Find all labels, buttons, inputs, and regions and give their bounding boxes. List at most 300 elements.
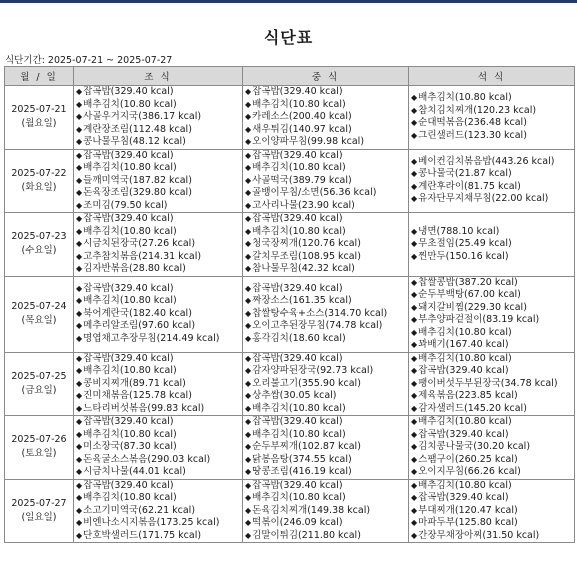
lunch-cell: [243, 416, 409, 480]
menu-item-text: 잡곡밥(329.40 kcal): [252, 479, 343, 491]
menu-item: [411, 251, 574, 264]
date-label: 2025-07-23: [11, 231, 67, 243]
dinner-cell: [409, 276, 575, 352]
menu-item-text: 계란후라이(81.75 kcal): [418, 180, 521, 192]
diamond-bullet-icon: ◆: [76, 124, 83, 134]
menu-item: [245, 403, 408, 416]
menu-item: [411, 238, 574, 251]
weekday-label: (일요일): [21, 511, 57, 523]
menu-item-text: 진미채볶음(125.78 kcal): [83, 390, 192, 401]
diamond-bullet-icon: ◆: [76, 251, 83, 261]
diamond-bullet-icon: ◆: [245, 467, 252, 476]
menu-item: [411, 105, 574, 118]
diamond-bullet-icon: ◆: [245, 283, 252, 293]
diamond-bullet-icon: ◆: [411, 480, 418, 490]
menu-item: [245, 353, 408, 366]
menu-item: [411, 378, 574, 391]
diamond-bullet-icon: ◆: [76, 226, 83, 236]
menu-item-text: 돈육굴소스볶음(290.03 kcal): [83, 453, 211, 465]
menu-item: [411, 492, 574, 505]
menu-item-text: 잡곡밥(329.40 kcal): [83, 213, 174, 224]
menu-item: [245, 320, 408, 333]
diamond-bullet-icon: ◆: [245, 505, 252, 515]
menu-item: [245, 238, 408, 251]
menu-item-text: 오리불고기(355.90 kcal): [252, 377, 361, 389]
menu-item-text: 잡곡밥(329.40 kcal): [83, 416, 174, 427]
diamond-bullet-icon: ◆: [411, 181, 418, 191]
menu-item: [411, 480, 574, 493]
menu-item: [245, 530, 408, 543]
lunch-cell: [243, 276, 409, 352]
diamond-bullet-icon: ◆: [245, 378, 252, 388]
menu-item: [76, 226, 242, 239]
day-cell: [5, 86, 74, 150]
diamond-bullet-icon: ◆: [76, 378, 83, 388]
diamond-bullet-icon: ◆: [76, 353, 83, 363]
table-row: [5, 416, 575, 480]
menu-item-text: 순두부찌개(102.87 kcal): [252, 441, 361, 452]
menu-item-text: 배추김치(10.80 kcal): [418, 92, 512, 104]
diamond-bullet-icon: ◆: [76, 391, 83, 400]
menu-item: [76, 86, 242, 99]
day-cell: [5, 149, 74, 213]
menu-item: [76, 505, 242, 518]
diamond-bullet-icon: ◆: [76, 505, 83, 515]
menu-item: [411, 302, 574, 315]
diamond-bullet-icon: ◆: [411, 442, 418, 451]
menu-item-text: 청국장찌개(120.76 kcal): [252, 238, 361, 249]
day-cell: [5, 276, 74, 352]
menu-item: [411, 353, 574, 366]
menu-item: [76, 263, 242, 276]
menu-item: [76, 213, 242, 226]
diamond-bullet-icon: ◆: [245, 366, 252, 375]
table-row: [5, 213, 575, 277]
breakfast-cell: [74, 479, 243, 543]
menu-item-text: 배추김치(10.80 kcal): [418, 352, 512, 364]
menu-item-text: 잡곡밥(329.40 kcal): [252, 282, 343, 294]
header-date: 월 / 일: [5, 67, 74, 86]
diamond-bullet-icon: ◆: [411, 353, 418, 363]
menu-item-text: 돈육장조림(329.80 kcal): [83, 187, 192, 198]
diamond-bullet-icon: ◆: [245, 264, 252, 273]
diamond-bullet-icon: ◆: [76, 87, 83, 96]
diamond-bullet-icon: ◆: [245, 175, 252, 185]
menu-item: [245, 492, 408, 505]
menu-item: [411, 517, 574, 530]
menu-item-text: 잡곡밥(329.40 kcal): [83, 149, 174, 161]
menu-item-text: 마파두부(125.80 kcal): [418, 517, 518, 528]
menu-item: [76, 429, 242, 442]
menu-item-text: 배추김치(10.80 kcal): [252, 162, 346, 173]
diamond-bullet-icon: ◆: [245, 188, 252, 197]
menu-item-text: 잡곡밥(329.40 kcal): [83, 352, 174, 364]
diamond-bullet-icon: ◆: [411, 130, 418, 140]
diamond-bullet-icon: ◆: [411, 391, 418, 400]
diamond-bullet-icon: ◆: [245, 251, 252, 261]
menu-item: [411, 289, 574, 302]
date-label: 2025-07-24: [11, 301, 67, 312]
day-cell: [5, 479, 74, 543]
diamond-bullet-icon: ◆: [245, 214, 252, 223]
diamond-bullet-icon: ◆: [411, 194, 418, 204]
diamond-bullet-icon: ◆: [76, 480, 83, 490]
menu-item: [76, 200, 242, 213]
menu-item: [76, 238, 242, 251]
weekday-label: (화요일): [21, 181, 57, 193]
diamond-bullet-icon: ◆: [245, 454, 252, 464]
diamond-bullet-icon: ◆: [76, 417, 83, 426]
menu-item: [76, 403, 242, 416]
menu-item-text: 잡곡밥(329.40 kcal): [83, 282, 174, 294]
weekday-label: (토요일): [21, 448, 57, 460]
diamond-bullet-icon: ◆: [76, 99, 83, 109]
menu-item-text: 사골떡국(389.79 kcal): [252, 174, 352, 186]
weekday-label: (월요일): [21, 118, 57, 130]
menu-item: [411, 314, 574, 327]
menu-item: [411, 156, 574, 169]
menu-item: [411, 193, 574, 206]
menu-item-text: 배추김치(10.80 kcal): [252, 98, 346, 110]
breakfast-cell: [74, 276, 243, 352]
diamond-bullet-icon: ◆: [76, 137, 83, 146]
diamond-bullet-icon: ◆: [245, 429, 252, 439]
menu-item: [245, 295, 408, 308]
menu-item-text: 시금치된장국(27.26 kcal): [83, 238, 196, 249]
diamond-bullet-icon: ◆: [411, 226, 418, 236]
menu-item-text: 카레소스(200.40 kcal): [252, 111, 352, 122]
menu-item: [245, 124, 408, 137]
top-accent-bar: [0, 0, 577, 3]
menu-item-text: 미소장국(87.30 kcal): [83, 441, 177, 452]
meal-table: [4, 66, 575, 543]
day-cell: [5, 213, 74, 277]
menu-item-text: 순대떡볶음(236.48 kcal): [418, 117, 527, 129]
menu-item-text: 배추김치(10.80 kcal): [418, 479, 512, 491]
menu-item-text: 땅콩조림(416.19 kcal): [252, 466, 352, 477]
menu-item: [245, 150, 408, 163]
diamond-bullet-icon: ◆: [245, 530, 252, 540]
menu-item-text: 고사리나물(23.90 kcal): [252, 199, 355, 211]
menu-item-text: 들깨미역국(187.82 kcal): [83, 174, 192, 186]
menu-item-text: 베이컨김치볶음밥(443.26 kcal): [418, 155, 555, 167]
diamond-bullet-icon: ◆: [76, 308, 83, 318]
menu-item-text: 잡곡밥(329.40 kcal): [252, 86, 343, 97]
menu-item: [245, 517, 408, 530]
menu-item-text: 돼지갈비찜(229.30 kcal): [418, 301, 527, 313]
breakfast-cell: [74, 86, 243, 150]
diamond-bullet-icon: ◆: [411, 93, 418, 103]
menu-item-text: 제육볶음(223.85 kcal): [418, 390, 518, 401]
menu-item-text: 김자반볶음(28.80 kcal): [83, 263, 186, 274]
meal-period: 식단기간: 2025-07-21 ~ 2025-07-27: [5, 55, 173, 66]
menu-item: [411, 92, 574, 105]
lunch-cell: [243, 479, 409, 543]
menu-item: [245, 175, 408, 188]
menu-item: [245, 111, 408, 124]
menu-item: [245, 416, 408, 429]
diamond-bullet-icon: ◆: [76, 442, 83, 451]
diamond-bullet-icon: ◆: [245, 87, 252, 96]
diamond-bullet-icon: ◆: [76, 467, 83, 476]
menu-item-text: 계란장조림(112.48 kcal): [83, 123, 192, 135]
diamond-bullet-icon: ◆: [411, 366, 418, 375]
menu-item: [411, 365, 574, 378]
menu-item: [76, 150, 242, 163]
diamond-bullet-icon: ◆: [245, 308, 252, 318]
diamond-bullet-icon: ◆: [76, 150, 83, 160]
diamond-bullet-icon: ◆: [245, 150, 252, 160]
diamond-bullet-icon: ◆: [411, 327, 418, 337]
diamond-bullet-icon: ◆: [245, 353, 252, 363]
menu-item: [76, 416, 242, 429]
menu-item: [76, 480, 242, 493]
dinner-cell: [409, 352, 575, 416]
menu-item-text: 배추김치(10.80 kcal): [252, 225, 346, 237]
diamond-bullet-icon: ◆: [245, 321, 252, 331]
menu-item: [245, 226, 408, 239]
header-dinner: 석 식: [409, 67, 575, 86]
diamond-bullet-icon: ◆: [76, 429, 83, 439]
menu-item: [76, 333, 242, 346]
menu-item-text: 배추김치(10.80 kcal): [83, 162, 177, 173]
menu-item-text: 냉면(788.10 kcal): [418, 225, 500, 237]
day-cell: [5, 352, 74, 416]
diamond-bullet-icon: ◆: [411, 417, 418, 426]
dinner-cell: [409, 479, 575, 543]
menu-item-text: 갈치무조림(108.95 kcal): [252, 250, 361, 262]
table-row: [5, 86, 575, 150]
menu-item-text: 감자샐러드(145.20 kcal): [418, 402, 527, 414]
menu-item: [411, 339, 574, 352]
diamond-bullet-icon: ◆: [411, 403, 418, 413]
menu-item-text: 무초절임(25.49 kcal): [418, 238, 512, 249]
diamond-bullet-icon: ◆: [76, 366, 83, 375]
diamond-bullet-icon: ◆: [76, 333, 83, 343]
menu-item: [411, 441, 574, 454]
date-label: 2025-07-27: [11, 497, 67, 509]
diamond-bullet-icon: ◆: [411, 505, 418, 515]
menu-item: [76, 353, 242, 366]
menu-item: [245, 378, 408, 391]
diamond-bullet-icon: ◆: [245, 403, 252, 413]
diamond-bullet-icon: ◆: [76, 214, 83, 223]
breakfast-cell: [74, 149, 243, 213]
menu-item: [411, 168, 574, 181]
diamond-bullet-icon: ◆: [76, 296, 83, 306]
diamond-bullet-icon: ◆: [411, 118, 418, 128]
menu-item: [245, 480, 408, 493]
menu-item-text: 배추김치(10.80 kcal): [83, 225, 177, 237]
lunch-cell: [243, 213, 409, 277]
menu-item: [76, 308, 242, 321]
menu-item: [411, 117, 574, 130]
menu-item: [411, 466, 574, 479]
breakfast-cell: [74, 213, 243, 277]
lunch-cell: [243, 149, 409, 213]
menu-item-text: 잡곡밥(329.40 kcal): [252, 416, 343, 427]
diamond-bullet-icon: ◆: [411, 156, 418, 166]
menu-item: [411, 327, 574, 340]
menu-item-text: 콩비지찌개(89.71 kcal): [83, 377, 186, 389]
page-title: 식단표: [263, 28, 314, 47]
menu-item: [76, 517, 242, 530]
menu-item: [411, 454, 574, 467]
menu-item-text: 잡곡밥(329.40 kcal): [252, 352, 343, 364]
menu-item-text: 사골우거지국(386.17 kcal): [83, 111, 202, 122]
diamond-bullet-icon: ◆: [411, 518, 418, 527]
menu-item: [245, 505, 408, 518]
menu-item: [411, 390, 574, 403]
menu-item-text: 새우튀김(140.97 kcal): [252, 123, 352, 135]
menu-item: [245, 213, 408, 226]
menu-item-text: 오이양파무침(99.98 kcal): [252, 136, 365, 147]
diamond-bullet-icon: ◆: [76, 188, 83, 197]
menu-item-text: 잡곡밥(329.40 kcal): [83, 86, 174, 97]
menu-item-text: 닭봉음탕(374.55 kcal): [252, 453, 352, 465]
menu-item: [76, 136, 242, 149]
menu-item-text: 배추김치(10.80 kcal): [83, 365, 177, 376]
date-label: 2025-07-22: [11, 167, 67, 179]
diamond-bullet-icon: ◆: [76, 530, 83, 540]
menu-item-text: 오이지무침(66.26 kcal): [418, 466, 521, 477]
diamond-bullet-icon: ◆: [245, 442, 252, 451]
menu-item: [411, 416, 574, 429]
menu-item: [245, 99, 408, 112]
menu-item: [245, 283, 408, 296]
diamond-bullet-icon: ◆: [245, 124, 252, 134]
menu-item-text: 간장무채장아찌(31.50 kcal): [418, 529, 540, 541]
diamond-bullet-icon: ◆: [411, 467, 418, 476]
menu-item-text: 잡곡밥(329.40 kcal): [83, 479, 174, 491]
weekday-label: (수요일): [21, 245, 57, 257]
menu-item: [245, 251, 408, 264]
diamond-bullet-icon: ◆: [76, 264, 83, 273]
diamond-bullet-icon: ◆: [245, 333, 252, 343]
menu-item: [245, 454, 408, 467]
diamond-bullet-icon: ◆: [76, 493, 83, 502]
menu-item-text: 그린샐러드(123.30 kcal): [418, 129, 527, 141]
table-row: [5, 276, 575, 352]
date-label: 2025-07-21: [11, 104, 67, 116]
menu-item-text: 부대찌개(120.47 kcal): [418, 504, 518, 516]
diamond-bullet-icon: ◆: [76, 283, 83, 293]
menu-item-text: 배추김치(10.80 kcal): [252, 428, 346, 440]
menu-item-text: 잡곡밥(329.40 kcal): [418, 428, 509, 440]
menu-item: [76, 454, 242, 467]
menu-item: [245, 86, 408, 99]
menu-item-text: 잡곡밥(329.40 kcal): [252, 213, 343, 224]
menu-item-text: 비엔나소시지볶음(173.25 kcal): [83, 517, 220, 528]
table-header-row: [5, 67, 575, 86]
menu-item-text: 명엽채고추장무침(214.49 kcal): [83, 332, 220, 344]
diamond-bullet-icon: ◆: [245, 417, 252, 426]
menu-item: [76, 530, 242, 543]
diamond-bullet-icon: ◆: [411, 340, 418, 349]
lunch-cell: [243, 352, 409, 416]
menu-item-text: 잡곡밥(329.40 kcal): [418, 492, 509, 503]
menu-item: [76, 441, 242, 454]
header-lunch: 중 식: [243, 67, 409, 86]
diamond-bullet-icon: ◆: [411, 239, 418, 248]
menu-item-text: 참치김치찌개(120.23 kcal): [418, 104, 537, 116]
diamond-bullet-icon: ◆: [411, 429, 418, 439]
menu-item-text: 콩나물국(21.87 kcal): [418, 168, 512, 180]
diamond-bullet-icon: ◆: [245, 137, 252, 146]
menu-item-text: 배추김치(10.80 kcal): [83, 492, 177, 503]
diamond-bullet-icon: ◆: [411, 378, 418, 388]
date-label: 2025-07-25: [11, 370, 67, 382]
diamond-bullet-icon: ◆: [411, 169, 418, 179]
menu-item: [411, 130, 574, 143]
menu-item: [245, 308, 408, 321]
menu-item-text: 메추리알조림(97.60 kcal): [83, 320, 196, 332]
diamond-bullet-icon: ◆: [245, 226, 252, 236]
menu-item-text: 고추참치볶음(214.31 kcal): [83, 250, 202, 262]
menu-item: [245, 162, 408, 175]
menu-item-text: 순두부백탕(67.00 kcal): [418, 289, 521, 300]
diamond-bullet-icon: ◆: [411, 302, 418, 312]
menu-item-text: 잡곡밥(329.40 kcal): [418, 365, 509, 376]
menu-item: [245, 187, 408, 200]
dinner-cell: [409, 416, 575, 480]
menu-item: [245, 365, 408, 378]
menu-item: [245, 200, 408, 213]
menu-item-text: 배추김치(10.80 kcal): [83, 98, 177, 110]
menu-item: [76, 99, 242, 112]
dinner-cell: [409, 149, 575, 213]
breakfast-cell: [74, 352, 243, 416]
menu-item: [76, 390, 242, 403]
diamond-bullet-icon: ◆: [245, 480, 252, 490]
menu-item-text: 조미김(79.50 kcal): [83, 199, 168, 211]
menu-item: [76, 466, 242, 479]
menu-item-text: 짜장소스(161.35 kcal): [252, 295, 352, 307]
menu-item: [411, 181, 574, 194]
menu-item-text: 오이고추된장무침(74.78 kcal): [252, 320, 383, 332]
menu-item: [245, 441, 408, 454]
menu-item-text: 김치콩나물국(30.20 kcal): [418, 441, 531, 452]
menu-item-text: 감자양파된장국(92.73 kcal): [252, 365, 374, 376]
menu-item-text: 소고기미역국(62.21 kcal): [83, 504, 196, 516]
menu-item-text: 떡볶이(246.09 kcal): [252, 517, 343, 528]
diamond-bullet-icon: ◆: [411, 251, 418, 261]
lunch-cell: [243, 86, 409, 150]
menu-item-text: 부추양파겉절이(83.19 kcal): [418, 314, 540, 325]
diamond-bullet-icon: ◆: [411, 105, 418, 115]
table-row: [5, 149, 575, 213]
menu-item: [245, 333, 408, 346]
menu-item-text: 홍각김치(18.60 kcal): [252, 332, 346, 344]
diamond-bullet-icon: ◆: [245, 518, 252, 527]
dinner-cell: [409, 213, 575, 277]
menu-item-text: 단호박샐러드(171.75 kcal): [83, 529, 202, 541]
menu-item: [76, 320, 242, 333]
diamond-bullet-icon: ◆: [245, 493, 252, 502]
breakfast-cell: [74, 416, 243, 480]
menu-item-text: 배추김치(10.80 kcal): [83, 428, 177, 440]
menu-item-text: 찐만두(150.16 kcal): [418, 250, 509, 262]
menu-item: [245, 429, 408, 442]
menu-item: [76, 283, 242, 296]
menu-item-text: 참나물무침(42.32 kcal): [252, 263, 355, 274]
diamond-bullet-icon: ◆: [411, 493, 418, 502]
menu-item: [245, 263, 408, 276]
diamond-bullet-icon: ◆: [411, 277, 418, 287]
diamond-bullet-icon: ◆: [245, 99, 252, 109]
diamond-bullet-icon: ◆: [245, 112, 252, 121]
diamond-bullet-icon: ◆: [76, 403, 83, 413]
